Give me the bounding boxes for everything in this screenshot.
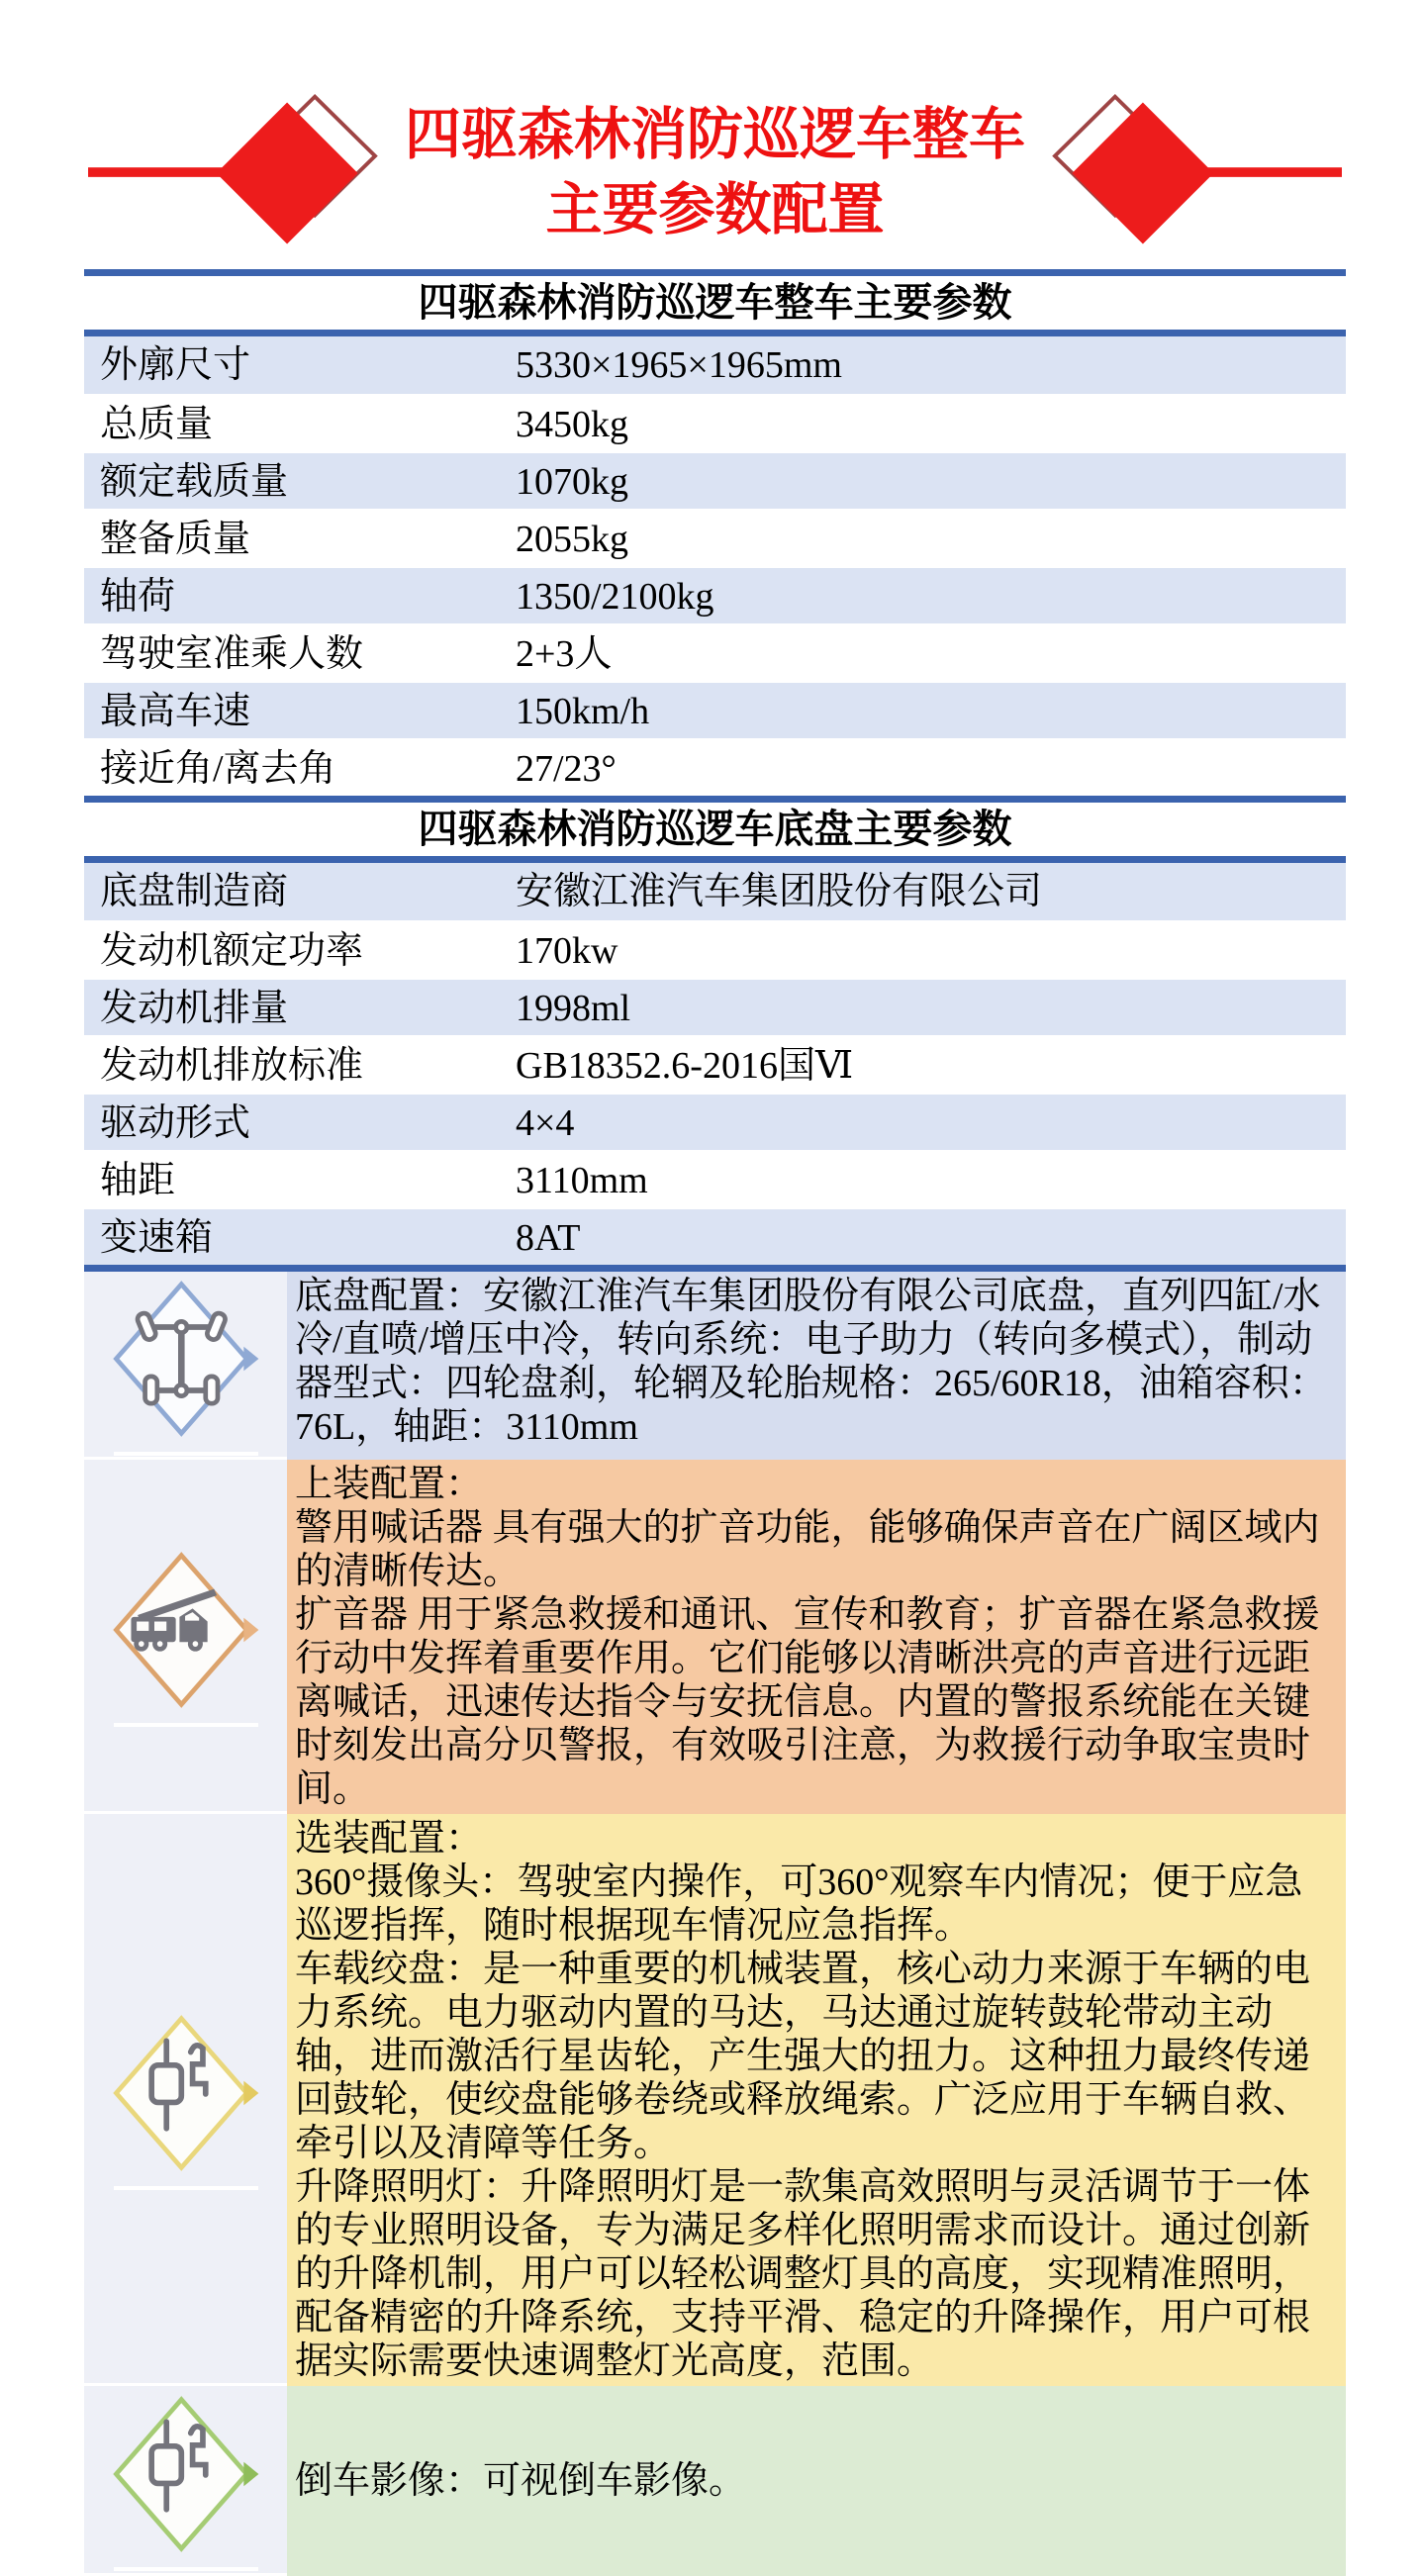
table-row — [84, 394, 1346, 451]
icon-underbar — [114, 1452, 258, 1456]
table-row — [84, 1207, 1346, 1265]
config-paragraph: 360°摄像头：驾驶室内操作，可360°观察车内情况；便于应急巡逻指挥，随时根据现车情况应急指挥。 — [295, 1861, 1303, 1947]
spec-value: 安徽江淮汽车集团股份有限公司 — [516, 871, 1043, 912]
chassis-config-section — [84, 1272, 1346, 1460]
table-row — [84, 978, 1346, 1035]
table-row — [84, 1150, 1346, 1207]
chassis-spec-table — [84, 863, 1346, 1265]
left-diamond-decoration — [84, 87, 381, 259]
config-paragraph: 底盘配置：安徽江淮汽车集团股份有限公司底盘，直列四缸/水冷/直喷/增压中冷，转向系统：电子助力（转向多模式），制动器型式：四轮盘刹，轮辋及轮胎规格：265/60R18，油箱容积：76L，轴距：3110mm — [295, 1276, 1327, 1448]
spec-label: 发动机排量 — [100, 988, 289, 1029]
spec-value: 2055kg — [516, 519, 628, 560]
spec-value: 8AT — [516, 1217, 581, 1259]
spec-value: 27/23° — [516, 748, 617, 790]
page-title-line2: 主要参数配置 — [545, 179, 885, 241]
table-row — [84, 566, 1346, 623]
spec-label: 接近角/离去角 — [100, 748, 336, 790]
spec-label: 发动机额定功率 — [100, 930, 364, 972]
table-row — [84, 1093, 1346, 1150]
spec-value: 2+3人 — [516, 633, 613, 675]
divider-rule — [84, 1265, 1346, 1272]
chassis-config-icon-cell — [84, 1272, 287, 1460]
body-config-text — [287, 1460, 1346, 1814]
config-paragraph: 上装配置： — [295, 1464, 484, 1505]
spec-label: 额定载质量 — [100, 461, 289, 503]
spec-label: 最高车速 — [100, 691, 251, 732]
spec-label: 驾驶室准乘人数 — [100, 633, 364, 675]
reverse-camera-text — [287, 2386, 1346, 2576]
spec-label: 轴荷 — [100, 576, 176, 618]
spec-value: 170kw — [516, 930, 618, 972]
title-band — [84, 0, 1346, 269]
table-row — [84, 738, 1346, 796]
table-row — [84, 623, 1346, 681]
ladder-truck-icon — [107, 1545, 265, 1715]
config-paragraph: 扩音器 用于紧急救援和通讯、宣传和教育；扩音器在紧急救援行动中发挥着重要作用。它们能够以清晰洪亮的声音进行远距离喊话，迅速传达指令与安抚信息。内置的警报系统能在关键时刻发出高分贝警报，有效吸引注意，为救援行动争取宝贵时间。 — [295, 1594, 1320, 1810]
winch-icon — [107, 2008, 265, 2178]
spec-value: 4×4 — [516, 1102, 575, 1144]
config-paragraph: 升降照明灯：升降照明灯是一款集高效照明与灵活调节于一体的专业照明设备，专为满足多样化照明需求而设计。通过创新的升降机制，用户可以轻松调整灯具的高度，实现精准照明，配备精密的升降系统，支持平滑、稳定的升降操作，用户可根据实际需要快速调整灯光高度，范围。 — [295, 2166, 1311, 2382]
reverse-camera-section — [84, 2386, 1346, 2576]
page-title-line1: 四驱森林消防巡逻车整车 — [405, 104, 1025, 166]
divider-rule — [84, 796, 1346, 803]
optional-config-icon-cell — [84, 1814, 287, 2386]
spec-label: 变速箱 — [100, 1217, 214, 1259]
divider-rule — [84, 330, 1346, 336]
spec-value: 1998ml — [516, 988, 631, 1029]
divider-rule — [84, 856, 1346, 863]
table-row — [84, 1035, 1346, 1093]
spec-value: 3110mm — [516, 1160, 648, 1201]
optional-config-section — [84, 1814, 1346, 2386]
spec-label: 发动机排放标准 — [100, 1045, 364, 1087]
spec-value: 3450kg — [516, 404, 628, 445]
table-row — [84, 920, 1346, 978]
config-paragraph: 倒车影像：可视倒车影像。 — [295, 2460, 747, 2502]
spec-value: 1350/2100kg — [516, 576, 714, 618]
spec-value: 5330×1965×1965mm — [516, 344, 842, 386]
spec-label: 底盘制造商 — [100, 871, 289, 912]
body-config-icon-cell — [84, 1460, 287, 1814]
reverse-camera-icon-cell — [84, 2386, 287, 2576]
spec-label: 总质量 — [100, 404, 214, 445]
spec-value: 1070kg — [516, 461, 628, 503]
chassis-config-text — [287, 1272, 1346, 1460]
spec-value: GB18352.6-2016国Ⅵ — [516, 1045, 854, 1087]
config-paragraph: 警用喊话器 具有强大的扩音功能，能够确保声音在广阔区域内的清晰传达。 — [295, 1507, 1320, 1592]
config-paragraph: 选装配置： — [295, 1818, 484, 1860]
optional-config-text — [287, 1814, 1346, 2386]
spec-label: 轴距 — [100, 1160, 176, 1201]
table-row — [84, 509, 1346, 566]
icon-underbar — [114, 2567, 258, 2571]
icon-underbar — [114, 2186, 258, 2190]
right-diamond-decoration — [1049, 87, 1346, 259]
body-config-section — [84, 1460, 1346, 1814]
spec-label: 整备质量 — [100, 519, 251, 560]
spec-label: 外廓尺寸 — [100, 344, 251, 386]
config-paragraph: 车载绞盘：是一种重要的机械装置，核心动力来源于车辆的电力系统。电力驱动内置的马达，马达通过旋转鼓轮带动主动轴，进而激活行星齿轮，产生强大的扭力。这种扭力最终传递回鼓轮，使绞盘能够卷绕或释放绳索。广泛应用于车辆自救、牵引以及清障等任务。 — [295, 1949, 1311, 2164]
drivetrain-icon — [107, 1274, 265, 1444]
page-title — [381, 98, 1049, 248]
table-row — [84, 863, 1346, 920]
table-row — [84, 681, 1346, 738]
spec-value: 150km/h — [516, 691, 650, 732]
icon-underbar — [114, 1723, 258, 1727]
divider-rule — [84, 269, 1346, 276]
table-row — [84, 336, 1346, 394]
chassis-table-header: 四驱森林消防巡逻车底盘主要参数 — [418, 807, 1012, 851]
table-row — [84, 451, 1346, 509]
spec-label: 驱动形式 — [100, 1102, 251, 1144]
vehicle-table-header: 四驱森林消防巡逻车整车主要参数 — [418, 280, 1012, 325]
vehicle-spec-table — [84, 336, 1346, 796]
